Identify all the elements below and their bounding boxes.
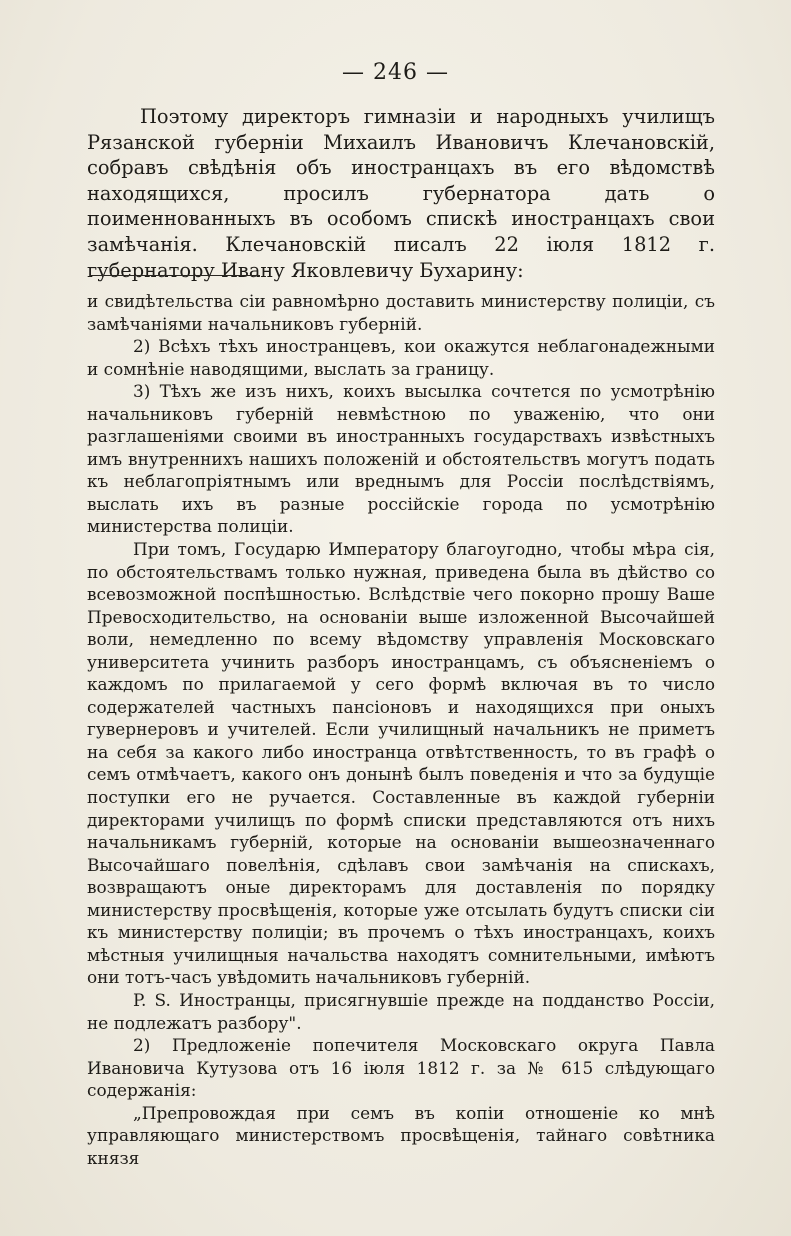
main-text bbox=[87, 104, 715, 283]
footnote-paragraph: 3) Тѣхъ же изъ нихъ, коихъ высылка сочтется по усмотрѣнію начальниковъ губерній невмѣстною по уваженію, что они разглашеніями своими въ иностранныхъ государствахъ извѣстныхъ имъ внутреннихъ нашихъ положеній и обстоятельствъ могутъ подать къ неблагопріятнымъ или вреднымъ для Россіи послѣдствіямъ, выслать ихъ въ разные россійскіе города по усмотрѣнію министерства полиціи. bbox=[87, 381, 715, 537]
footnote-paragraph: При томъ, Государю Императору благоугодно, чтобы мѣра сія, по обстоятельствамъ только нужная, приведена была въ дѣйство со всевозможной поспѣшностью. Вслѣдствіе чего покорно прошу Ваше Превосходительство, на основаніи выше изложенной Высочайшей воли, немедленно по всему вѣдомству управленія Московскаго университета учинить разборъ иностранцамъ, съ объясненіемъ о каждомъ по прилагаемой у сего формѣ включая въ то число содержателей частныхъ пансіоновъ и находящихся при оныхъ гувернеровъ и учителей. Если училищный начальникъ не приметъ на себя за какого либо иностранца отвѣтственность, то въ графѣ о семъ отмѣчаетъ, какого онъ донынѣ былъ поведенія и что за будущіе поступки его не ручается. Составленные въ каждой губерніи директорами училищъ по формѣ списки представляются отъ нихъ начальникамъ губерній, которые на основаніи вышеозначеннаго Высочайшаго повелѣнія, сдѣлавъ свои замѣчанія на спискахъ, возвращаютъ оные директорамъ для доставленія по порядку министерству просвѣщенія, которые уже отсылать будутъ списки сіи къ министерству полиціи; въ прочемъ о тѣхъ иностранцахъ, коихъ мѣстныя училищныя начальства находятъ сомнительными, имѣютъ они тотъ-часъ увѣдомить начальниковъ губерній. bbox=[87, 539, 715, 988]
footnote-paragraph: и свидѣтельства сіи равномѣрно доставить министерству полиціи, съ замѣчаніями начальниковъ губерній. bbox=[87, 291, 715, 334]
footnote-divider bbox=[90, 275, 260, 276]
footnote-paragraph: 2) Всѣхъ тѣхъ иностранцевъ, кои окажутся неблагонадежными и сомнѣніе наводящими, выслать за границу. bbox=[87, 336, 715, 379]
footnote-paragraph: P. S. Иностранцы, присягнувшіе прежде на подданство Россіи, не подлежатъ разбору". bbox=[87, 989, 715, 1033]
footnote-text bbox=[87, 290, 715, 1169]
page-number: — 246 — bbox=[342, 60, 449, 85]
footnote-paragraph: „Препровождая при семъ въ копіи отношеніе ко мнѣ управляющаго министерствомъ просвѣщенія, тайнаго совѣтника князя bbox=[87, 1102, 715, 1168]
main-paragraph: Поэтому директоръ гимназіи и народныхъ училищъ Рязанской губерніи Михаилъ Ивановичъ Клечановскій, собравъ свѣдѣнія объ иностранцахъ въ его вѣдомствѣ находящихся, просилъ губернатора дать о поименнованныхъ въ особомъ спискѣ иностранцахъ свои замѣчанія. Клечановскій писалъ 22 іюля 1812 г. губернатору Ивану Яковлевичу Бухарину: bbox=[87, 105, 715, 282]
footnote-paragraph: 2) Предложеніе попечителя Московскаго округа Павла Ивановича Кутузова отъ 16 іюля 1812 г. за № 615 слѣдующаго содержанія: bbox=[87, 1035, 715, 1101]
